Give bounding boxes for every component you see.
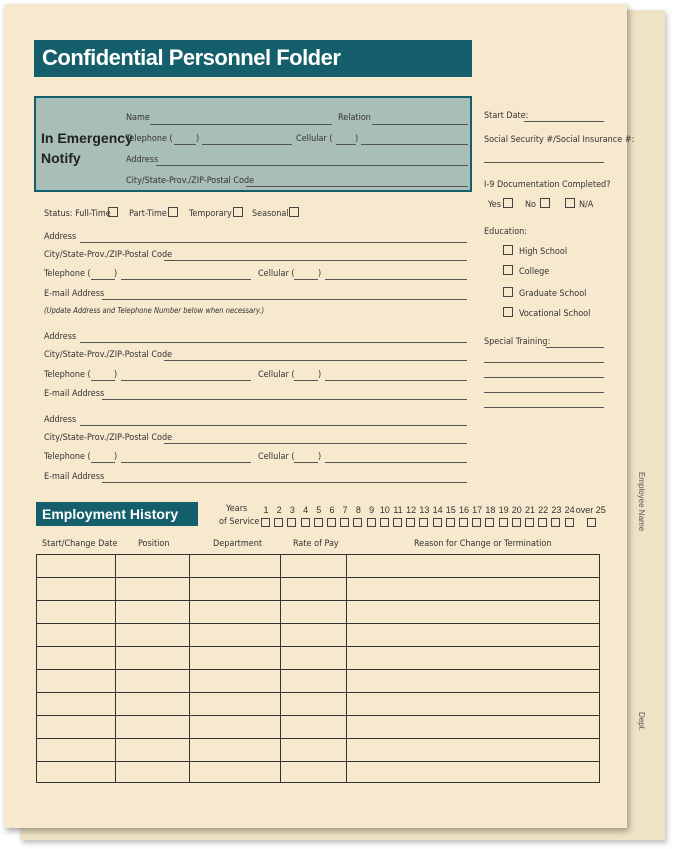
edu-vocational-label: Vocational School bbox=[519, 309, 591, 319]
address2-telephone-field[interactable] bbox=[121, 380, 251, 381]
col-department: Department bbox=[213, 539, 262, 549]
address1-cellular-field[interactable] bbox=[325, 279, 467, 280]
address2-city-field[interactable] bbox=[164, 360, 467, 361]
edu-graduate-checkbox[interactable] bbox=[503, 287, 513, 297]
address3-city-field[interactable] bbox=[164, 443, 467, 444]
emergency-heading bbox=[41, 128, 133, 168]
i9-yes-checkbox[interactable] bbox=[503, 198, 513, 208]
status-parttime-checkbox[interactable] bbox=[168, 207, 178, 217]
status-parttime-label: Part-Time bbox=[129, 209, 167, 219]
edu-vocational-checkbox[interactable] bbox=[503, 307, 513, 317]
table-row-divider bbox=[37, 623, 599, 624]
address2-city-label: City/State-Prov./ZIP-Postal Code bbox=[44, 350, 173, 360]
special-training-line-5[interactable] bbox=[484, 407, 604, 408]
years-checkbox[interactable] bbox=[406, 518, 415, 527]
address1-email-label: E-mail Address bbox=[44, 289, 105, 299]
emergency-cellular-label: Cellular ( bbox=[296, 134, 333, 144]
address3-cellular-label: Cellular ( bbox=[258, 452, 295, 462]
years-number: 17 bbox=[472, 505, 483, 515]
address2-label: Address bbox=[44, 332, 77, 342]
emergency-name-field[interactable] bbox=[150, 124, 332, 125]
years-number: 16 bbox=[458, 505, 469, 515]
years-checkbox[interactable] bbox=[459, 518, 468, 527]
address3-cellular-field[interactable] bbox=[325, 462, 467, 463]
years-number: over 25 bbox=[575, 505, 606, 515]
years-checkbox[interactable] bbox=[340, 518, 349, 527]
status-label: Status: Full-Time bbox=[44, 209, 111, 219]
address3-field[interactable] bbox=[80, 425, 467, 426]
address3-cellular-area[interactable] bbox=[294, 462, 318, 463]
address1-telephone-area[interactable] bbox=[91, 279, 115, 280]
years-checkbox[interactable] bbox=[525, 518, 534, 527]
emergency-box bbox=[34, 96, 472, 192]
address3-email-label: E-mail Address bbox=[44, 472, 105, 482]
emergency-telephone-close: ) bbox=[196, 134, 200, 144]
status-temporary-checkbox[interactable] bbox=[233, 207, 243, 217]
employment-history-bar bbox=[36, 502, 198, 526]
years-checkbox[interactable] bbox=[314, 518, 323, 527]
years-checkbox[interactable] bbox=[327, 518, 336, 527]
years-number: 11 bbox=[393, 505, 403, 515]
special-training-field[interactable] bbox=[546, 347, 604, 348]
i9-na-label: N/A bbox=[579, 200, 594, 210]
i9-na-checkbox[interactable] bbox=[565, 198, 575, 208]
address1-cellular-close: ) bbox=[318, 269, 322, 279]
years-number: 1 bbox=[263, 505, 269, 515]
address-update-note: (Update Address and Telephone Number below when necessary.) bbox=[44, 306, 265, 315]
table-row-divider bbox=[37, 669, 599, 670]
emergency-heading-line2: Notify bbox=[41, 150, 81, 166]
special-training-label: Special Training: bbox=[484, 337, 551, 347]
years-number: 4 bbox=[303, 505, 309, 515]
years-checkbox[interactable] bbox=[433, 518, 442, 527]
years-checkbox[interactable] bbox=[380, 518, 389, 527]
years-label-line2: of Service bbox=[219, 517, 260, 527]
page-title: Confidential Personnel Folder bbox=[42, 45, 341, 70]
years-checkbox[interactable] bbox=[353, 518, 362, 527]
special-training-line-2[interactable] bbox=[484, 362, 604, 363]
years-number: 2 bbox=[276, 505, 282, 515]
years-checkbox[interactable] bbox=[551, 518, 560, 527]
address3-telephone-field[interactable] bbox=[121, 462, 251, 463]
tab-dept: Dept. bbox=[637, 712, 646, 732]
col-reason: Reason for Change or Termination bbox=[414, 539, 552, 549]
years-checkbox[interactable] bbox=[393, 518, 402, 527]
employment-history-heading: Employment History bbox=[42, 506, 179, 522]
table-row-divider bbox=[37, 692, 599, 693]
years-number: 12 bbox=[406, 505, 417, 515]
title-bar bbox=[34, 40, 472, 77]
address1-telephone-label: Telephone ( bbox=[44, 269, 91, 279]
years-number: 21 bbox=[524, 505, 535, 515]
address3-telephone-label: Telephone ( bbox=[44, 452, 91, 462]
table-row-divider bbox=[37, 646, 599, 647]
years-number: 19 bbox=[498, 505, 509, 515]
edu-highschool-label: High School bbox=[519, 247, 568, 257]
table-row-divider bbox=[37, 761, 599, 762]
address3-telephone-close: ) bbox=[114, 452, 118, 462]
years-checkbox[interactable] bbox=[446, 518, 455, 527]
years-number: 10 bbox=[379, 505, 390, 515]
i9-no-label: No bbox=[525, 200, 537, 210]
edu-college-label: College bbox=[519, 267, 550, 277]
years-number: 8 bbox=[355, 505, 361, 515]
col-position: Position bbox=[138, 539, 170, 549]
years-number: 18 bbox=[485, 505, 496, 515]
years-label-line1: Years bbox=[226, 504, 248, 514]
address2-cellular-field[interactable] bbox=[325, 380, 467, 381]
years-checkbox[interactable] bbox=[261, 518, 270, 527]
address1-email-field[interactable] bbox=[102, 299, 467, 300]
emergency-cellular-close: ) bbox=[355, 134, 359, 144]
years-checkbox[interactable] bbox=[274, 518, 283, 527]
address2-telephone-close: ) bbox=[114, 370, 118, 380]
years-number: 24 bbox=[564, 505, 575, 515]
address1-telephone-field[interactable] bbox=[121, 279, 251, 280]
address1-city-field[interactable] bbox=[164, 260, 467, 261]
years-checkbox[interactable] bbox=[472, 518, 481, 527]
emergency-cellular-area[interactable] bbox=[336, 144, 356, 145]
years-checkbox[interactable] bbox=[565, 518, 574, 527]
emergency-cellular-field[interactable] bbox=[361, 144, 468, 145]
table-row-divider bbox=[37, 738, 599, 739]
ssn-label: Social Security #/Social Insurance #: bbox=[484, 135, 635, 145]
i9-no-checkbox[interactable] bbox=[540, 198, 550, 208]
i9-label: I-9 Documentation Completed? bbox=[484, 180, 611, 190]
address2-cellular-area[interactable] bbox=[294, 380, 318, 381]
address3-city-label: City/State-Prov./ZIP-Postal Code bbox=[44, 433, 173, 443]
emergency-telephone-field[interactable] bbox=[202, 144, 292, 145]
emergency-city-field[interactable] bbox=[246, 186, 468, 187]
years-number: 7 bbox=[342, 505, 348, 515]
start-date-label: Start Date: bbox=[484, 111, 529, 121]
years-number: 6 bbox=[329, 505, 335, 515]
edu-graduate-label: Graduate School bbox=[519, 289, 587, 299]
years-checkbox[interactable] bbox=[587, 518, 596, 527]
emergency-city-label: City/State-Prov./ZIP-Postal Code bbox=[126, 176, 255, 186]
years-checkbox[interactable] bbox=[367, 518, 376, 527]
address3-label: Address bbox=[44, 415, 77, 425]
col-rate-of-pay: Rate of Pay bbox=[293, 539, 339, 549]
years-checkbox[interactable] bbox=[485, 518, 494, 527]
table-row-divider bbox=[37, 577, 599, 578]
address2-cellular-label: Cellular ( bbox=[258, 370, 295, 380]
status-seasonal-label: Seasonal bbox=[252, 209, 289, 219]
years-number: 20 bbox=[511, 505, 522, 515]
tab-employee-name: Employee Name bbox=[637, 472, 646, 532]
years-checkbox[interactable] bbox=[287, 518, 296, 527]
i9-yes-label: Yes bbox=[488, 200, 501, 210]
years-number: 5 bbox=[316, 505, 322, 515]
address2-cellular-close: ) bbox=[318, 370, 322, 380]
address1-city-label: City/State-Prov./ZIP-Postal Code bbox=[44, 250, 173, 260]
years-checkbox[interactable] bbox=[538, 518, 547, 527]
years-checkbox[interactable] bbox=[512, 518, 521, 527]
years-number: 3 bbox=[289, 505, 295, 515]
years-number: 9 bbox=[369, 505, 375, 515]
employment-history-table[interactable] bbox=[36, 554, 600, 783]
address1-field[interactable] bbox=[80, 242, 467, 243]
emergency-telephone-area[interactable] bbox=[174, 144, 196, 145]
address3-cellular-close: ) bbox=[318, 452, 322, 462]
address2-email-label: E-mail Address bbox=[44, 389, 105, 399]
table-row-divider bbox=[37, 715, 599, 716]
years-checkbox[interactable] bbox=[419, 518, 428, 527]
address2-email-field[interactable] bbox=[102, 399, 467, 400]
years-checkbox[interactable] bbox=[301, 518, 310, 527]
address3-telephone-area[interactable] bbox=[91, 462, 115, 463]
years-number: 13 bbox=[419, 505, 430, 515]
special-training-line-3[interactable] bbox=[484, 377, 604, 378]
col-start-change-date: Start/Change Date bbox=[42, 539, 118, 549]
emergency-telephone-label: Telephone ( bbox=[126, 134, 173, 144]
address3-email-field[interactable] bbox=[102, 482, 467, 483]
years-number: 14 bbox=[432, 505, 443, 515]
ssn-field[interactable] bbox=[484, 162, 604, 163]
address2-telephone-label: Telephone ( bbox=[44, 370, 91, 380]
emergency-heading-line1: In Emergency bbox=[41, 130, 133, 146]
edu-college-checkbox[interactable] bbox=[503, 265, 513, 275]
address2-telephone-area[interactable] bbox=[91, 380, 115, 381]
emergency-relation-field[interactable] bbox=[372, 124, 468, 125]
status-seasonal-checkbox[interactable] bbox=[289, 207, 299, 217]
address1-telephone-close: ) bbox=[114, 269, 118, 279]
table-row-divider bbox=[37, 600, 599, 601]
address1-cellular-label: Cellular ( bbox=[258, 269, 295, 279]
address1-cellular-area[interactable] bbox=[294, 279, 318, 280]
status-fulltime-checkbox[interactable] bbox=[108, 207, 118, 217]
address2-field[interactable] bbox=[80, 342, 467, 343]
edu-highschool-checkbox[interactable] bbox=[503, 245, 513, 255]
years-number: 22 bbox=[538, 505, 549, 515]
education-label: Education: bbox=[484, 227, 528, 237]
start-date-field[interactable] bbox=[524, 121, 604, 122]
special-training-line-4[interactable] bbox=[484, 392, 604, 393]
emergency-relation-label: Relation bbox=[338, 113, 371, 123]
status-temporary-label: Temporary bbox=[189, 209, 232, 219]
years-number: 15 bbox=[445, 505, 456, 515]
emergency-address-field[interactable] bbox=[156, 165, 468, 166]
address1-label: Address bbox=[44, 232, 77, 242]
years-checkbox[interactable] bbox=[499, 518, 508, 527]
emergency-address-label: Address bbox=[126, 155, 159, 165]
years-number: 23 bbox=[551, 505, 562, 515]
emergency-name-label: Name bbox=[126, 113, 150, 123]
